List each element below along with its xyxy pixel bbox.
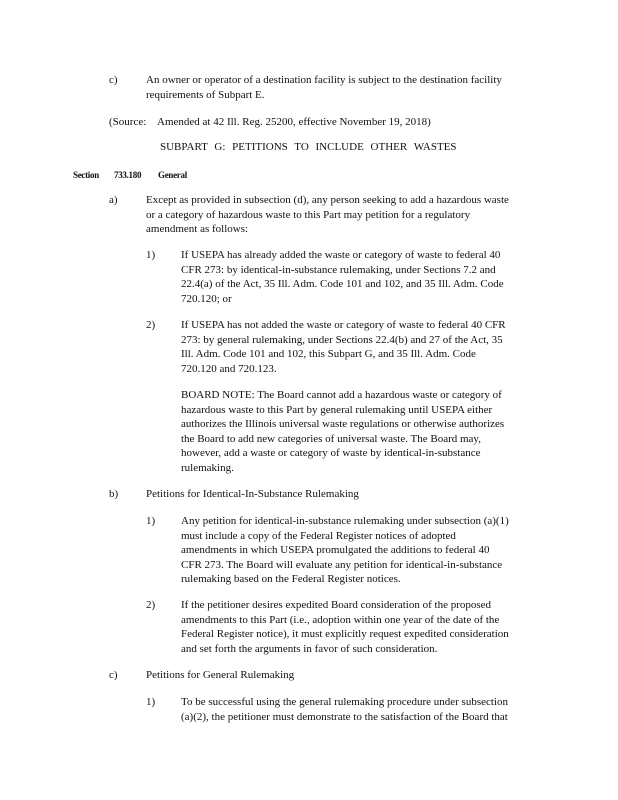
paragraph-c-destination: An owner or operator of a destination facility is subject to the destination facility requirements of Subpart E. (146, 74, 502, 101)
subitem-label: 1) (146, 696, 156, 708)
item-label: c) (109, 669, 118, 681)
paragraph-b-2: If the petitioner desires expedited Board consideration of the proposed amendments to this Part (i.e., adoption within one year of the date of the Federal Register notice), it must explicitly request expedited consideration and set forth the arguments in favor of such consideration. (181, 599, 509, 655)
paragraph-a: Except as provided in subsection (d), any person seeking to add a hazardous waste or a category of hazardous waste to this Part may petition for a regulatory amendment as follows: (146, 194, 509, 235)
heading-c: Petitions for General Rulemaking (146, 669, 295, 681)
source-text: Amended at 42 Ill. Reg. 25200, effective November 19, 2018) (157, 116, 431, 128)
source-label: (Source: (109, 116, 147, 128)
subitem-label: 1) (146, 249, 156, 261)
subitem-label: 2) (146, 319, 156, 331)
item-label: c) (109, 74, 118, 86)
board-note: BOARD NOTE: The Board cannot add a hazardous waste or category of hazardous waste to this Part by general rulemaking until USEPA either authorizes the Illinois universal waste regulations or otherwise authorizes the Board to add new categories of universal waste. The Board may, however, add a waste or category of waste by identical-in-substance rulemaking. (181, 389, 505, 474)
paragraph-c-1: To be successful using the general rulemaking procedure under subsection (a)(2), the petitioner must demonstrate to the satisfaction of the Board that (181, 696, 508, 723)
paragraph-a-1: If USEPA has already added the waste or category of waste to federal 40 CFR 273: by identical-in-substance rulemaking, under Sections 7.2 and 22.4(a) of the Act, 35 Ill. Adm. Code 101 and 102, and 35 Ill. Adm. Code 720.120; or (181, 249, 504, 305)
subpart-title: SUBPART G: PETITIONS TO INCLUDE OTHER WASTES (160, 141, 457, 153)
paragraph-a-2: If USEPA has not added the waste or category of waste to federal 40 CFR 273: by general rulemaking, under Sections 22.4(b) and 27 of the Act, 35 Ill. Adm. Code 101 and 102, this Subpart G, and 35 Ill. Adm. Code 720.120 and 720.123. (181, 319, 506, 375)
subitem-label: 2) (146, 599, 156, 611)
section-number: 733.180 (114, 170, 142, 180)
section-word: Section (73, 170, 99, 180)
item-label: b) (109, 488, 119, 500)
subitem-label: 1) (146, 515, 156, 527)
section-title: General (158, 170, 187, 180)
paragraph-b-1: Any petition for identical-in-substance rulemaking under subsection (a)(1) must include a copy of the Federal Register notices of adopted amendments in which USEPA promulgated the additions to federal 40 CFR 273. The Board will evaluate any petition for identical-in-substance rulemaking based on the Federal Register notices. (181, 515, 509, 585)
heading-b: Petitions for Identical-In-Substance Rulemaking (146, 488, 359, 500)
item-label: a) (109, 194, 118, 206)
